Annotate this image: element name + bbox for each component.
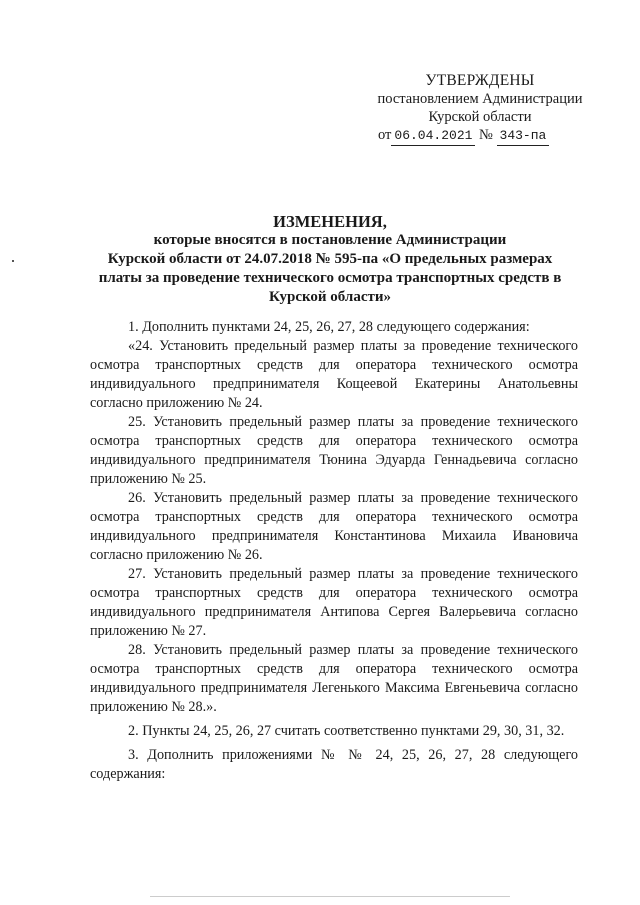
paragraph-2: 2. Пункты 24, 25, 26, 27 считать соответственно пунктами 29, 30, 31, 32. (128, 723, 565, 739)
scan-bottom-edge (150, 896, 510, 897)
approval-date: 06.04.2021 (391, 127, 475, 146)
heading-line-3: платы за проведение технического осмотра транспортных средств в (98, 270, 562, 286)
from-label: от (378, 127, 392, 143)
heading-line-4: Курской области» (268, 289, 392, 305)
heading-title: ИЗМЕНЕНИЯ, (273, 212, 387, 231)
paragraph-3: 3. Дополнить приложениями № № 24, 25, 26, 27, 28 следующего содержания: (90, 747, 578, 782)
scan-speck (12, 260, 14, 262)
approval-line-2: Курской области (428, 109, 532, 125)
heading-line-2: Курской области от 24.07.2018 № 595-па «О предельных размерах (107, 251, 553, 267)
document-body (90, 318, 578, 784)
paragraph-item-25: 25. Установить предельный размер платы за проведение технического осмотра транспортных средств для оператора технического осмотра индивидуального предпринимателя Тюнина Эдуарда Геннадьевича согласно приложению № 25. (90, 414, 578, 487)
paragraph-1: 1. Дополнить пунктами 24, 25, 26, 27, 28 следующего содержания: (128, 319, 530, 335)
approval-line-1: постановлением Администрации (377, 91, 583, 107)
approval-reference (360, 126, 600, 146)
approval-title: УТВЕРЖДЕНЫ (425, 72, 535, 89)
paragraph-item-28: 28. Установить предельный размер платы за проведение технического осмотра транспортных средств для оператора технического осмотра индивидуального предпринимателя Легенького Максима Евгеньевича согласно приложению № 28.». (90, 642, 578, 715)
paragraph-item-26: 26. Установить предельный размер платы за проведение технического осмотра транспортных средств для оператора технического осмотра индивидуального предпринимателя Константинова Михаила Ивановича согласно приложению № 26. (90, 490, 578, 563)
document-heading (80, 212, 580, 307)
heading-line-1: которые вносятся в постановление Администрации (153, 232, 507, 248)
paragraph-item-27: 27. Установить предельный размер платы за проведение технического осмотра транспортных средств для оператора технического осмотра индивидуального предпринимателя Антипова Сергея Валерьевича согласно приложению № 27. (90, 566, 578, 639)
approval-stamp (360, 72, 600, 146)
paragraph-item-24: «24. Установить предельный размер платы за проведение технического осмотра транспортных средств для оператора технического осмотра индивидуального предпринимателя Кощеевой Екатерины Анатольевны согласно приложению № 24. (90, 338, 578, 411)
number-label: № (479, 127, 493, 143)
approval-number: 343-па (497, 127, 550, 146)
